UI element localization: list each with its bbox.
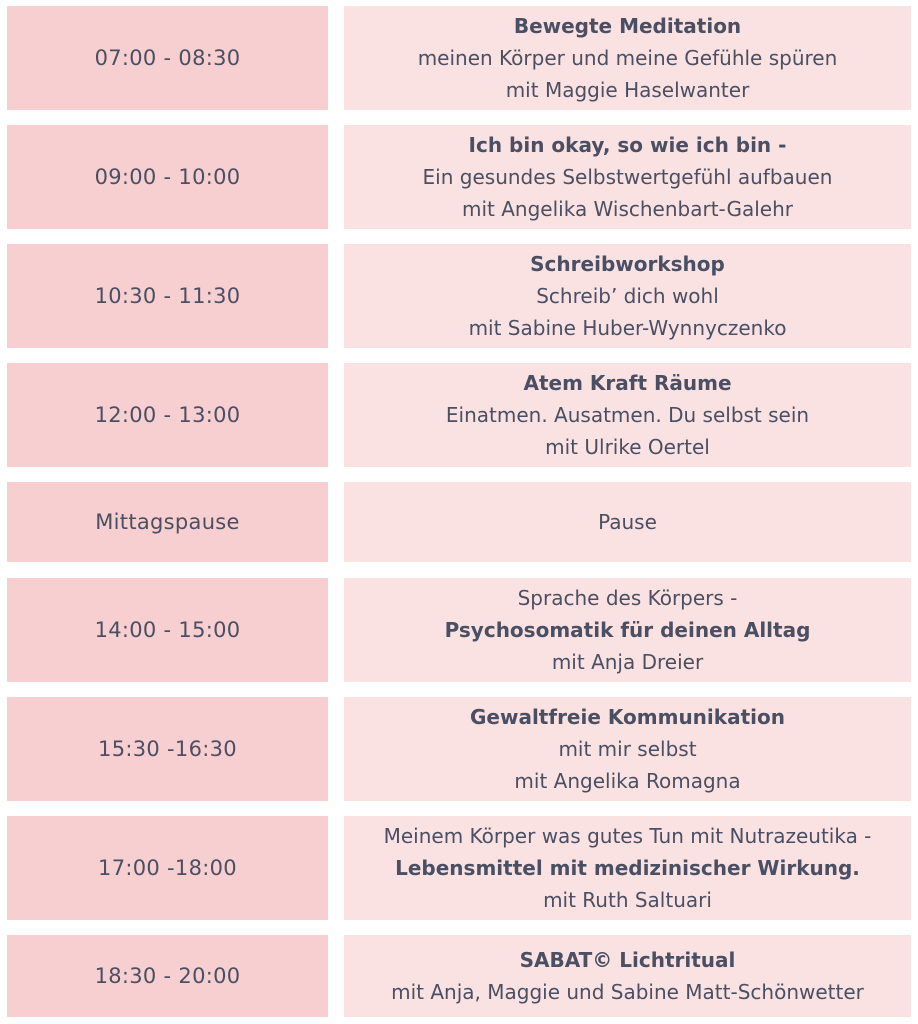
session-title: Ich bin okay, so wie ich bin -	[468, 133, 787, 157]
session-text: Pause	[598, 510, 657, 534]
schedule-row	[0, 125, 918, 229]
session-text: mit Ruth Saltuari	[543, 888, 712, 912]
session-text: Ein gesundes Selbstwertgefühl aufbauen	[422, 165, 833, 189]
session-description	[344, 244, 911, 348]
session-text: Sprache des Körpers -	[517, 586, 738, 610]
session-description	[344, 697, 911, 801]
time-cell: 18:30 - 20:00	[7, 935, 328, 1017]
session-description	[344, 6, 911, 110]
session-description	[344, 935, 911, 1017]
time-cell: 07:00 - 08:30	[7, 6, 328, 110]
session-text: Meinem Körper was gutes Tun mit Nutrazeutika -	[383, 824, 872, 848]
session-text: mit Maggie Haselwanter	[505, 78, 750, 102]
time-cell: 10:30 - 11:30	[7, 244, 328, 348]
session-title: Schreibworkshop	[530, 252, 725, 276]
schedule-row	[0, 363, 918, 467]
session-title: SABAT© Lichtritual	[519, 948, 736, 972]
session-title: Lebensmittel mit medizinischer Wirkung.	[395, 856, 860, 880]
schedule-row	[0, 6, 918, 110]
schedule-row	[0, 244, 918, 348]
session-text: mit Anja, Maggie und Sabine Matt-Schönwetter	[391, 980, 864, 1004]
time-cell: 17:00 -18:00	[7, 816, 328, 920]
session-title: Psychosomatik für deinen Alltag	[444, 618, 811, 642]
session-text: Einatmen. Ausatmen. Du selbst sein	[445, 403, 810, 427]
schedule-row	[0, 697, 918, 801]
schedule-row	[0, 482, 918, 562]
session-description	[344, 482, 911, 562]
session-title: Bewegte Meditation	[513, 14, 742, 38]
time-cell: 09:00 - 10:00	[7, 125, 328, 229]
session-text: mit Angelika Romagna	[514, 769, 741, 793]
session-text: mit Anja Dreier	[551, 650, 704, 674]
session-text: mit Sabine Huber-Wynnyczenko	[468, 316, 787, 340]
time-cell: Mittagspause	[7, 482, 328, 562]
session-text: mit Angelika Wischenbart-Galehr	[462, 197, 793, 221]
schedule-row	[0, 935, 918, 1017]
session-text: Schreib’ dich wohl	[536, 284, 719, 308]
session-title: Atem Kraft Räume	[523, 371, 732, 395]
session-description	[344, 578, 911, 682]
session-text: mit Ulrike Oertel	[545, 435, 710, 459]
session-text: meinen Körper und meine Gefühle spüren	[417, 46, 838, 70]
schedule-row	[0, 578, 918, 682]
session-description	[344, 363, 911, 467]
session-description	[344, 816, 911, 920]
session-description	[344, 125, 911, 229]
session-title: Gewaltfreie Kommunikation	[470, 705, 785, 729]
schedule-row	[0, 816, 918, 920]
time-cell: 15:30 -16:30	[7, 697, 328, 801]
time-cell: 14:00 - 15:00	[7, 578, 328, 682]
session-text: mit mir selbst	[558, 737, 697, 761]
time-cell: 12:00 - 13:00	[7, 363, 328, 467]
